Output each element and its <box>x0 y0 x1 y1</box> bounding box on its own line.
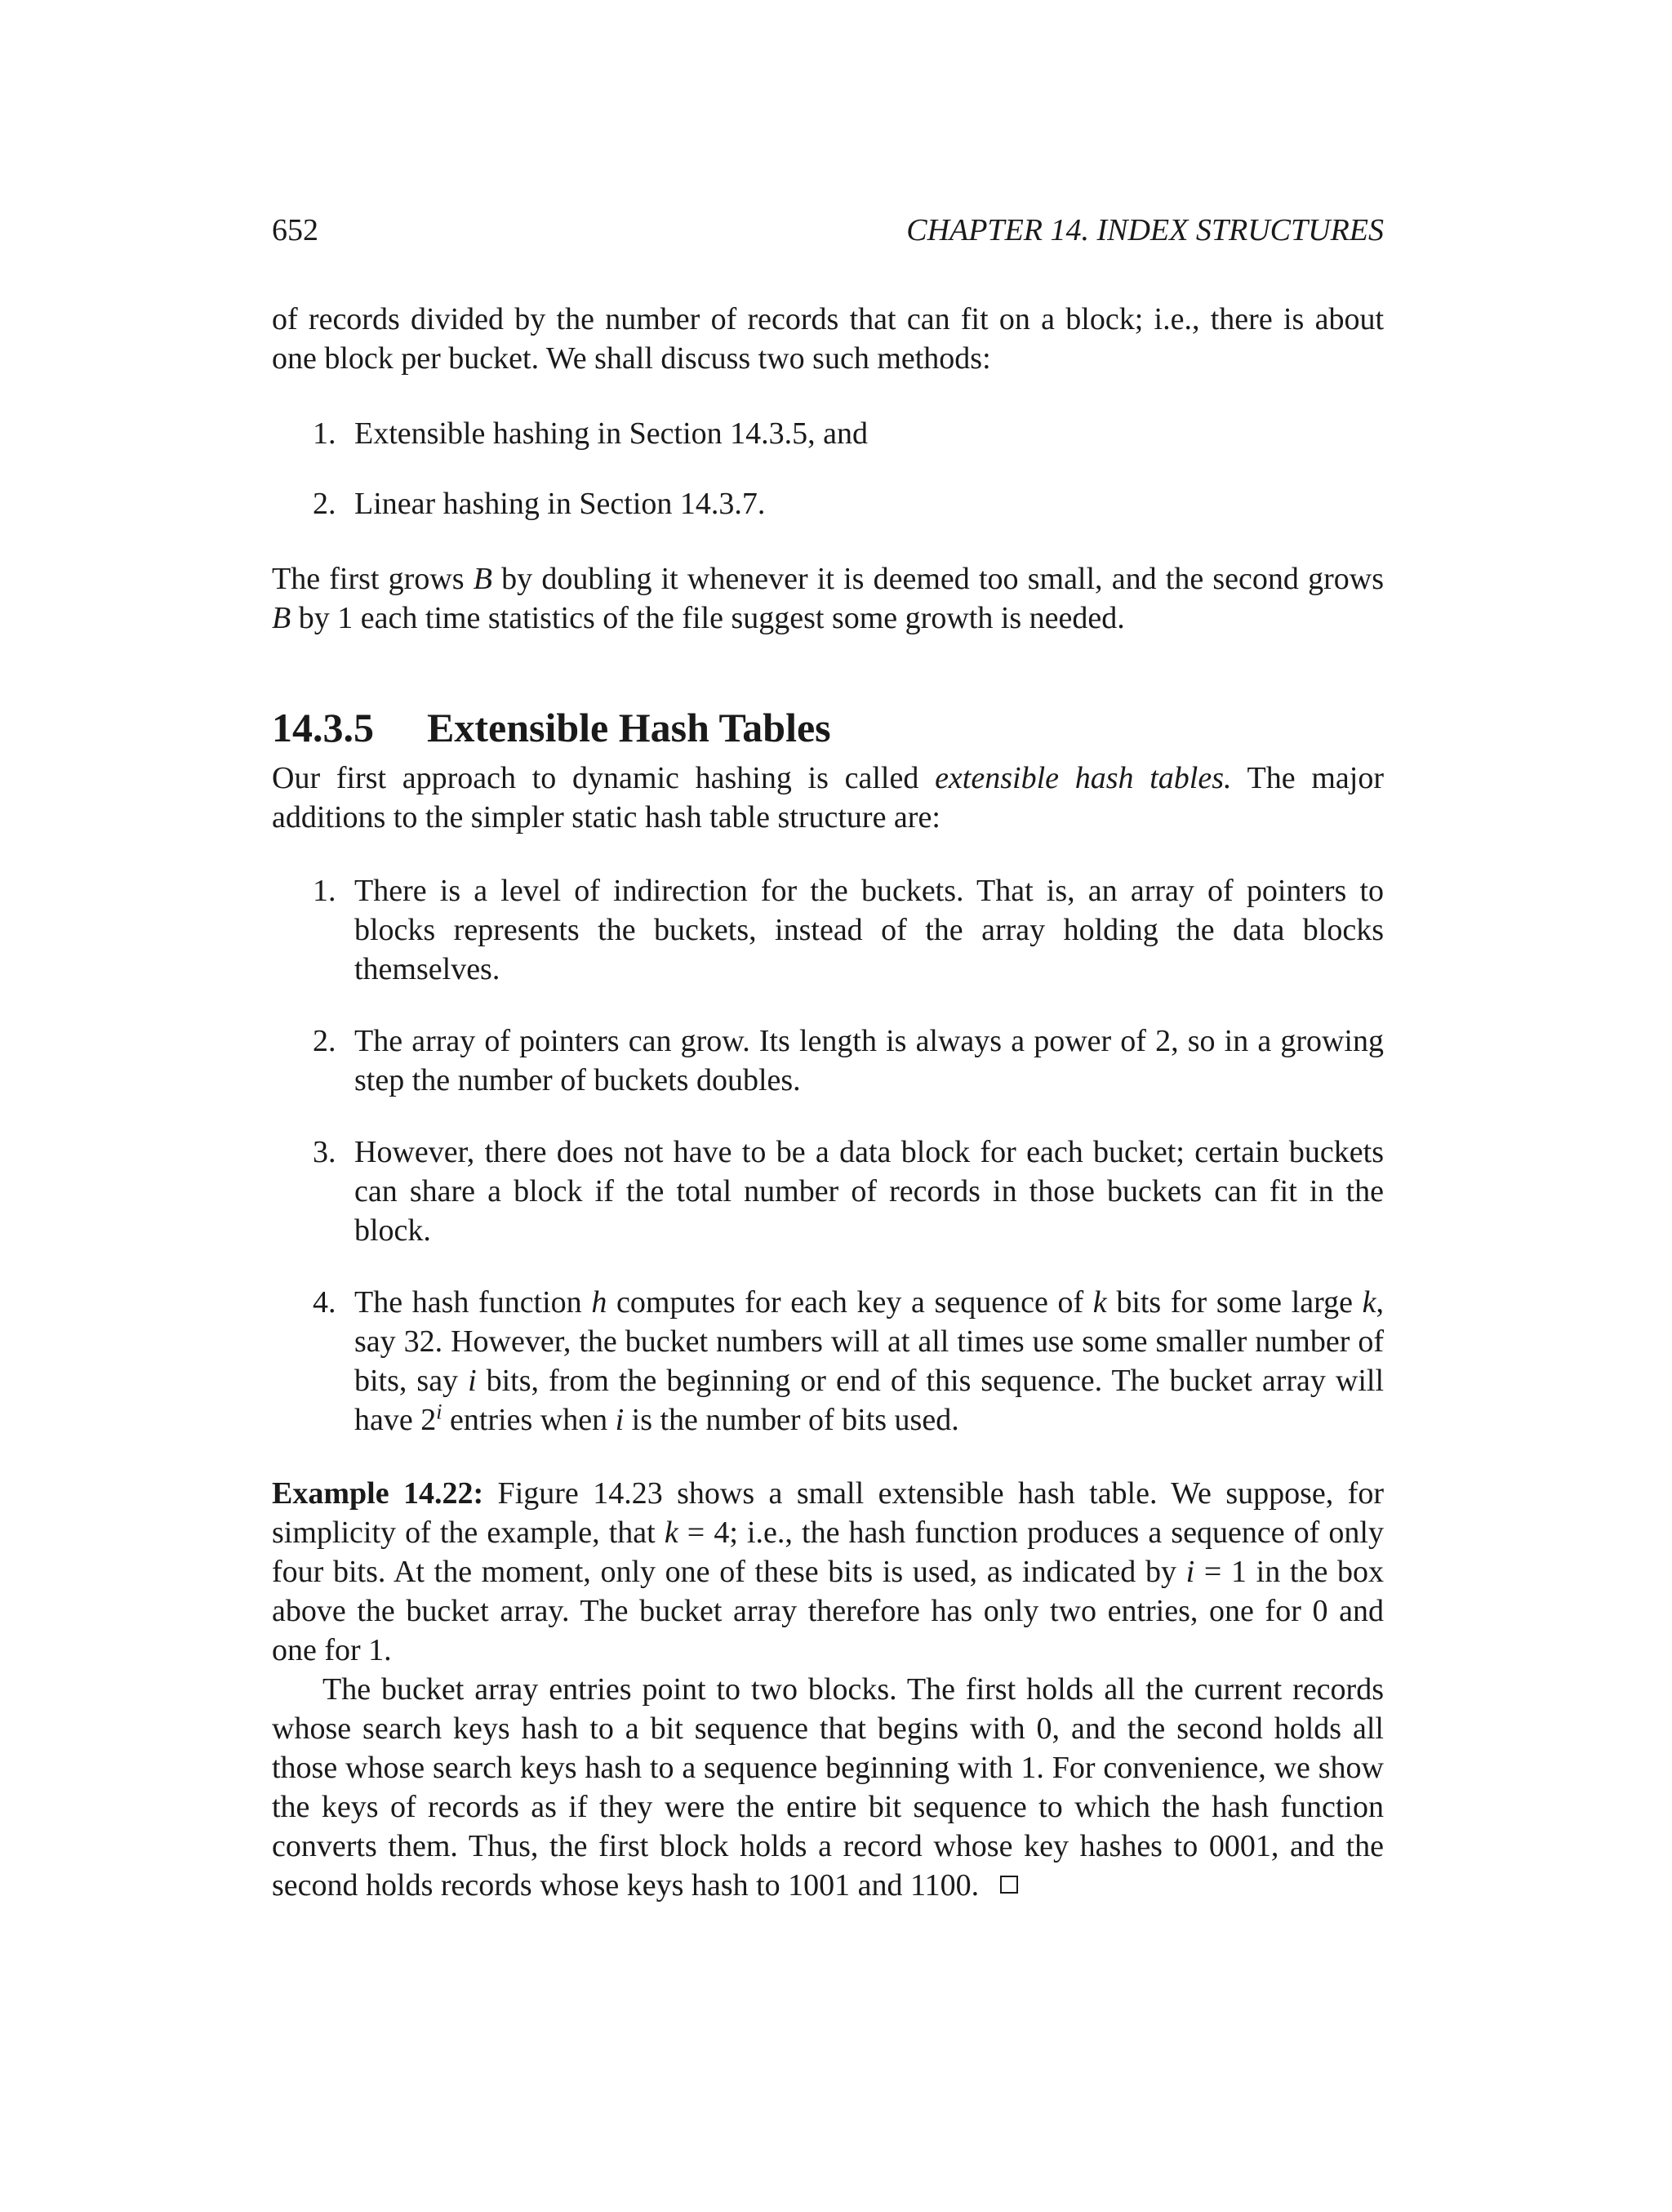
math-superscript: i <box>436 1400 442 1424</box>
page-number: 652 <box>272 213 318 247</box>
list-number: 4. <box>313 1285 336 1320</box>
running-head: CHAPTER 14. INDEX STRUCTURES <box>906 213 1384 247</box>
math-var: B <box>272 601 291 635</box>
list-item-text: Linear hashing in Section 14.3.7. <box>354 487 766 521</box>
math-var: h <box>591 1285 607 1320</box>
section-number: 14.3.5 <box>272 705 374 750</box>
list-item <box>272 414 1384 453</box>
list-item-text: The hash function h computes for each key a sequence of k bits for some large k, say 32. However, the bucket numbers will at all times use some smaller number of bits, say i bits, from the beginning or end of this sequence. The bucket array will have 2$^i$ entries when i is the number of bits used. <box>354 1285 1384 1437</box>
list-item <box>272 1283 1384 1440</box>
list-item-text: There is a level of indirection for the buckets. That is, an array of pointers to blocks represents the buckets, instead of the array holding the data blocks themselves. <box>354 874 1384 986</box>
list-item <box>272 871 1384 989</box>
math-var: i <box>1185 1555 1195 1589</box>
list-item-text: The array of pointers can grow. Its length is always a power of 2, so in a growing step the number of buckets doubles. <box>354 1024 1384 1097</box>
math-var: B <box>473 562 492 596</box>
list-item-text: Extensible hashing in Section 14.3.5, and <box>354 416 869 451</box>
math-var: k <box>664 1515 678 1550</box>
list-item <box>272 484 1384 523</box>
emphasis: extensible hash tables. <box>935 761 1232 795</box>
list-number: 2. <box>313 487 336 521</box>
growth-paragraph: The first grows B by doubling it whenever it is deemed too small, and the second grows B by 1 each time statistics of the file suggest some growth is needed. <box>272 562 1384 635</box>
example-continuation-paragraph: The bucket array entries point to two blocks. The first holds all the current records whose search keys hash to a bit sequence that begins with 0, and the second holds all those whose search keys hash to a sequence beginning with 1. For convenience, we show the keys of records as if they were the entire bit sequence to which the hash function converts them. Thus, the first block holds a record whose key hashes to 0001, and the second holds records whose keys hash to 1001 and 1100. <box>272 1672 1384 1903</box>
list-number: 3. <box>313 1135 336 1169</box>
list-item <box>272 1021 1384 1100</box>
page-body <box>272 300 1384 1905</box>
end-of-proof-box-icon <box>1000 1876 1018 1894</box>
list-item <box>272 1133 1384 1250</box>
math-var: i <box>468 1364 477 1398</box>
page-header <box>272 206 1384 255</box>
example-label: Example 14.22: <box>272 1476 484 1511</box>
section-intro-paragraph: Our first approach to dynamic hashing is called extensible hash tables. The major additions to the simpler static hash table structure are: <box>272 761 1384 835</box>
math-var: i <box>615 1403 625 1437</box>
example-paragraph: Example 14.22: Figure 14.23 shows a small extensible hash table. We suppose, for simplicity of the example, that k = 4; i.e., the hash function produces a sequence of only four bits. At the moment, only one of these bits is used, as indicated by i = 1 in the box above the bucket array. The bucket array therefore has only two entries, one for 0 and one for 1. <box>272 1476 1384 1667</box>
section-heading <box>272 703 1384 752</box>
list-number: 1. <box>313 874 336 908</box>
math-var: k <box>1362 1285 1376 1320</box>
list-number: 1. <box>313 416 336 451</box>
math-var: k <box>1092 1285 1107 1320</box>
list-number: 2. <box>313 1024 336 1058</box>
methods-list <box>272 414 1384 523</box>
section-title: Extensible Hash Tables <box>427 705 831 750</box>
list-item-text: However, there does not have to be a data block for each bucket; certain buckets can share a block if the total number of records in those buckets can fit in the block. <box>354 1135 1384 1248</box>
intro-paragraph: of records divided by the number of records that can fit on a block; i.e., there is about one block per bucket. We shall discuss two such methods: <box>272 302 1384 376</box>
additions-list <box>272 871 1384 1440</box>
